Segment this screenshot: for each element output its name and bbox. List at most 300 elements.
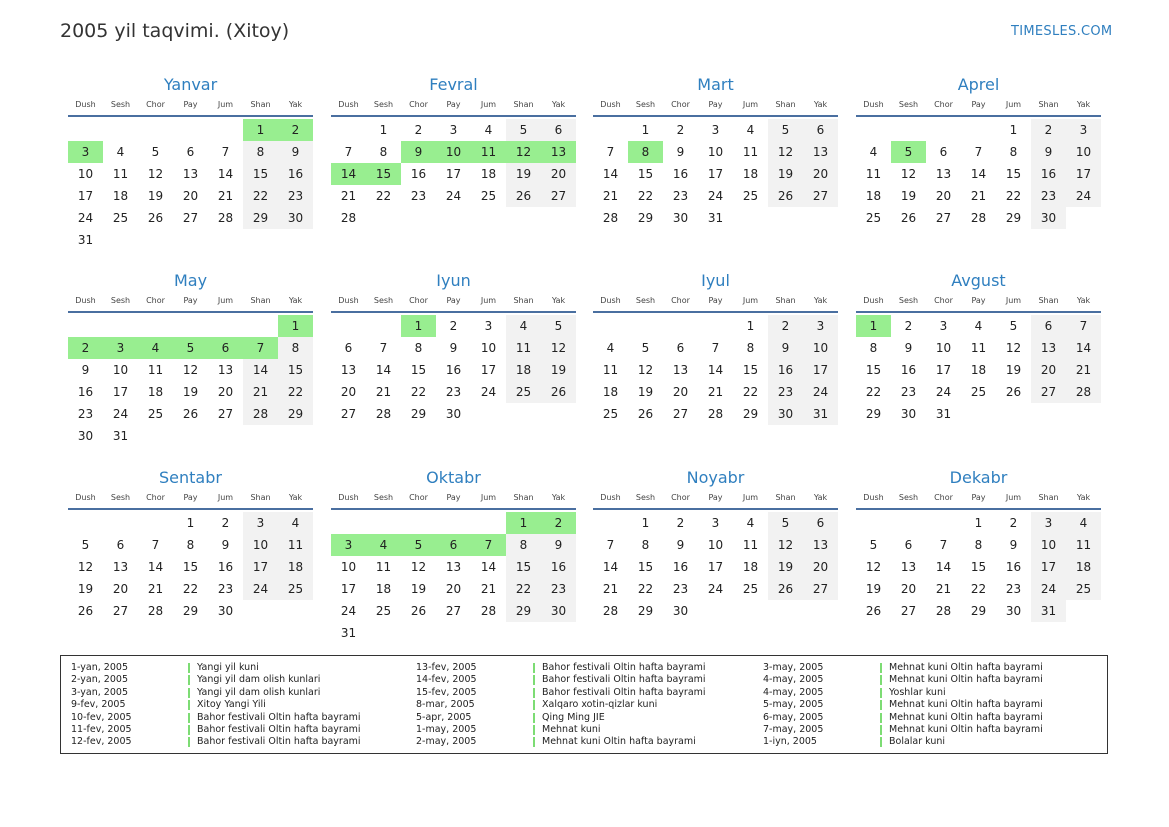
day-cell: 26 — [147, 211, 164, 225]
weekday-label: Yak — [288, 493, 303, 502]
month-name: Noyabr — [686, 468, 745, 487]
day-cell: 9 — [401, 141, 436, 163]
divider — [331, 115, 576, 117]
day-cell: 13 — [1031, 337, 1066, 359]
month-oktabr — [331, 468, 576, 644]
weekday-label: Yak — [1076, 100, 1091, 109]
empty-cell — [768, 600, 803, 622]
weekday-header — [68, 97, 313, 113]
day-cell: 13 — [340, 363, 357, 377]
day-cell: 27 — [1031, 381, 1066, 403]
weekday-label: Pay — [446, 493, 461, 502]
holiday-marker — [533, 675, 535, 685]
day-cell: 18 — [147, 385, 164, 399]
holiday-date: 4-may, 2005 — [763, 686, 824, 698]
day-cell: 25 — [742, 582, 759, 596]
holiday-marker — [880, 725, 882, 735]
day-cell: 18 — [375, 582, 392, 596]
empty-cell — [996, 403, 1031, 425]
day-cell: 7 — [243, 337, 278, 359]
holiday-date: 3-may, 2005 — [763, 662, 824, 673]
weekday-label: Chor — [671, 296, 690, 305]
day-cell: 11 — [602, 363, 619, 377]
day-cell: 10 — [935, 341, 952, 355]
empty-cell — [891, 119, 926, 141]
empty-cell — [471, 207, 506, 229]
day-cell: 30 — [672, 604, 689, 618]
day-cell: 3 — [484, 319, 493, 333]
day-cell: 11 — [278, 534, 313, 556]
day-cell: 16 — [278, 163, 313, 185]
empty-cell — [208, 315, 243, 337]
holiday-list — [60, 655, 1108, 754]
day-cell: 12 — [77, 560, 94, 574]
day-cell: 20 — [340, 385, 357, 399]
day-cell: 3 — [803, 315, 838, 337]
brand-link[interactable]: TIMESLES.COM — [1011, 24, 1113, 39]
weekday-label: Chor — [409, 493, 428, 502]
weekday-label: Sesh — [898, 100, 919, 109]
weekday-label: Dush — [75, 493, 96, 502]
empty-cell — [1031, 403, 1066, 425]
day-cell: 10 — [1066, 141, 1101, 163]
day-cell: 31 — [707, 211, 724, 225]
day-cell: 11 — [471, 141, 506, 163]
weekday-label: Jum — [1005, 296, 1022, 305]
day-cell: 29 — [182, 604, 199, 618]
day-cell: 14 — [1066, 337, 1101, 359]
empty-cell — [68, 315, 103, 337]
empty-cell — [856, 512, 891, 534]
holiday-name: Qing Ming JIE — [542, 711, 605, 723]
day-cell: 22 — [410, 385, 427, 399]
day-cell: 14 — [970, 167, 987, 181]
day-cell: 16 — [217, 560, 234, 574]
empty-cell — [331, 315, 366, 337]
day-cell: 26 — [865, 604, 882, 618]
empty-cell — [926, 119, 961, 141]
day-cell: 14 — [935, 560, 952, 574]
month-name: Mart — [697, 75, 734, 94]
month-iyul — [593, 271, 838, 425]
empty-cell — [471, 403, 506, 425]
day-cell: 1 — [506, 512, 541, 534]
holiday-name: Bahor festivali Oltin hafta bayrami — [542, 674, 706, 686]
day-cell: 23 — [672, 582, 689, 596]
weekday-label: Jum — [480, 100, 497, 109]
day-cell: 24 — [445, 189, 462, 203]
empty-cell — [593, 315, 628, 337]
empty-cell — [103, 512, 138, 534]
day-cell: 3 — [1066, 119, 1101, 141]
day-cell: 15 — [506, 556, 541, 578]
day-cell: 23 — [900, 385, 917, 399]
empty-cell — [733, 207, 768, 229]
day-cell: 5 — [506, 119, 541, 141]
empty-cell — [891, 512, 926, 534]
holiday-name: Bahor festivali Oltin hafta bayrami — [197, 723, 361, 735]
day-cell: 21 — [602, 582, 619, 596]
day-cell: 16 — [1031, 163, 1066, 185]
day-cell: 8 — [628, 141, 663, 163]
weekday-label: Pay — [971, 493, 986, 502]
day-cell: 1 — [856, 315, 891, 337]
month-iyun — [331, 271, 576, 425]
weekday-label: Shan — [513, 100, 534, 109]
day-cell: 28 — [375, 407, 392, 421]
day-cell: 19 — [900, 189, 917, 203]
day-cell: 21 — [970, 189, 987, 203]
day-cell: 1 — [746, 319, 755, 333]
weekday-label: Dush — [863, 296, 884, 305]
day-cell: 24 — [480, 385, 497, 399]
day-cell: 20 — [672, 385, 689, 399]
day-cell: 1 — [379, 123, 388, 137]
holiday-name: Yangi yil kuni — [197, 662, 259, 673]
day-cell: 25 — [742, 189, 759, 203]
day-cell: 27 — [112, 604, 129, 618]
empty-cell — [331, 512, 366, 534]
empty-cell — [961, 403, 996, 425]
day-cell: 3 — [1031, 512, 1066, 534]
day-cell: 25 — [480, 189, 497, 203]
month-sentabr — [68, 468, 313, 622]
empty-cell — [138, 315, 173, 337]
divider — [593, 508, 838, 510]
day-cell: 31 — [1031, 600, 1066, 622]
day-cell: 7 — [1066, 315, 1101, 337]
divider — [856, 311, 1101, 313]
day-cell: 9 — [676, 145, 685, 159]
day-cell: 13 — [217, 363, 234, 377]
day-cell: 19 — [768, 556, 803, 578]
day-cell: 21 — [480, 582, 497, 596]
month-noyabr — [593, 468, 838, 622]
day-cell: 9 — [676, 538, 685, 552]
day-grid — [68, 119, 313, 251]
day-cell: 6 — [904, 538, 913, 552]
day-cell: 23 — [672, 189, 689, 203]
day-cell: 23 — [217, 582, 234, 596]
day-cell: 19 — [1005, 363, 1022, 377]
weekday-label: Chor — [146, 296, 165, 305]
weekday-label: Dush — [600, 296, 621, 305]
empty-cell — [401, 512, 436, 534]
empty-cell — [768, 207, 803, 229]
day-cell: 12 — [410, 560, 427, 574]
day-cell: 20 — [182, 189, 199, 203]
day-cell: 25 — [375, 604, 392, 618]
empty-cell — [243, 600, 278, 622]
holiday-marker — [533, 713, 535, 723]
day-cell: 9 — [221, 538, 230, 552]
weekday-label: Jum — [480, 493, 497, 502]
weekday-label: Chor — [934, 296, 953, 305]
weekday-label: Dush — [75, 100, 96, 109]
day-cell: 2 — [676, 516, 685, 530]
day-cell: 27 — [217, 407, 234, 421]
day-cell: 7 — [606, 145, 615, 159]
day-cell: 8 — [379, 145, 388, 159]
day-cell: 30 — [445, 407, 462, 421]
day-cell: 11 — [147, 363, 164, 377]
holiday-marker — [188, 713, 190, 723]
empty-cell — [506, 207, 541, 229]
holiday-name: Mehnat kuni Oltin hafta bayrami — [889, 674, 1043, 686]
day-cell: 15 — [1005, 167, 1022, 181]
day-cell: 24 — [243, 578, 278, 600]
weekday-header — [593, 97, 838, 113]
day-cell: 28 — [243, 403, 278, 425]
day-cell: 8 — [186, 538, 195, 552]
day-cell: 6 — [344, 341, 353, 355]
empty-cell — [856, 119, 891, 141]
empty-cell — [436, 622, 471, 644]
day-cell: 9 — [541, 534, 576, 556]
day-cell: 10 — [436, 141, 471, 163]
day-cell: 25 — [112, 211, 129, 225]
day-cell: 21 — [1066, 359, 1101, 381]
day-cell: 22 — [278, 381, 313, 403]
empty-cell — [243, 229, 278, 251]
day-cell: 29 — [865, 407, 882, 421]
day-cell: 4 — [138, 337, 173, 359]
day-cell: 16 — [541, 556, 576, 578]
holiday-name: Xitoy Yangi Yili — [197, 699, 266, 711]
day-cell: 13 — [672, 363, 689, 377]
weekday-label: Jum — [217, 296, 234, 305]
day-cell: 3 — [711, 516, 720, 530]
weekday-label: Pay — [971, 100, 986, 109]
day-cell: 2 — [768, 315, 803, 337]
holiday-name: Xalqaro xotin-qizlar kuni — [542, 699, 658, 711]
day-cell: 4 — [484, 123, 493, 137]
empty-cell — [698, 315, 733, 337]
empty-cell — [663, 315, 698, 337]
empty-cell — [173, 229, 208, 251]
weekday-header — [331, 97, 576, 113]
day-cell: 5 — [891, 141, 926, 163]
holiday-name: Yoshlar kuni — [889, 686, 946, 698]
day-cell: 25 — [1066, 578, 1101, 600]
divider — [856, 508, 1101, 510]
holiday-name: Bahor festivali Oltin hafta bayrami — [197, 736, 361, 748]
day-cell: 13 — [541, 141, 576, 163]
day-cell: 26 — [506, 185, 541, 207]
day-cell: 11 — [742, 538, 759, 552]
weekday-label: Shan — [513, 296, 534, 305]
empty-cell — [593, 119, 628, 141]
weekday-label: Chor — [671, 100, 690, 109]
day-cell: 25 — [970, 385, 987, 399]
day-cell: 31 — [77, 233, 94, 247]
weekday-label: Yak — [813, 296, 828, 305]
day-cell: 23 — [410, 189, 427, 203]
day-cell: 9 — [904, 341, 913, 355]
day-cell: 3 — [68, 141, 103, 163]
day-cell: 14 — [707, 363, 724, 377]
day-cell: 23 — [445, 385, 462, 399]
month-name: Yanvar — [163, 75, 218, 94]
weekday-label: Chor — [409, 100, 428, 109]
day-cell: 18 — [970, 363, 987, 377]
empty-cell — [593, 512, 628, 534]
day-cell: 1 — [401, 315, 436, 337]
day-cell: 16 — [672, 167, 689, 181]
day-cell: 2 — [68, 337, 103, 359]
day-cell: 2 — [221, 516, 230, 530]
day-cell: 17 — [112, 385, 129, 399]
month-name: Oktabr — [426, 468, 481, 487]
weekday-label: Yak — [288, 100, 303, 109]
day-cell: 7 — [379, 341, 388, 355]
divider — [593, 115, 838, 117]
day-cell: 20 — [803, 163, 838, 185]
day-cell: 18 — [742, 167, 759, 181]
weekday-label: Shan — [1038, 296, 1059, 305]
weekday-label: Jum — [742, 100, 759, 109]
day-grid — [331, 315, 576, 425]
day-cell: 26 — [900, 211, 917, 225]
month-may — [68, 271, 313, 447]
day-cell: 18 — [1066, 556, 1101, 578]
divider — [593, 311, 838, 313]
month-dekabr — [856, 468, 1101, 622]
holiday-date: 2-may, 2005 — [416, 736, 477, 748]
day-cell: 28 — [217, 211, 234, 225]
empty-cell — [68, 119, 103, 141]
day-cell: 26 — [1005, 385, 1022, 399]
weekday-label: Dush — [600, 100, 621, 109]
weekday-label: Chor — [671, 493, 690, 502]
weekday-label: Yak — [551, 493, 566, 502]
divider — [68, 115, 313, 117]
day-cell: 7 — [221, 145, 230, 159]
empty-cell — [471, 622, 506, 644]
day-cell: 28 — [707, 407, 724, 421]
weekday-label: Dush — [863, 100, 884, 109]
day-cell: 13 — [803, 141, 838, 163]
day-cell: 5 — [151, 145, 160, 159]
day-cell: 11 — [865, 167, 882, 181]
day-cell: 26 — [637, 407, 654, 421]
day-cell: 13 — [803, 534, 838, 556]
day-cell: 8 — [869, 341, 878, 355]
day-grid — [593, 119, 838, 229]
day-cell: 25 — [506, 381, 541, 403]
day-cell: 19 — [506, 163, 541, 185]
day-cell: 27 — [445, 604, 462, 618]
day-cell: 28 — [1066, 381, 1101, 403]
day-cell: 14 — [147, 560, 164, 574]
holiday-date: 13-fev, 2005 — [416, 662, 477, 673]
day-cell: 12 — [541, 337, 576, 359]
day-cell: 14 — [602, 560, 619, 574]
day-cell: 13 — [445, 560, 462, 574]
empty-cell — [278, 425, 313, 447]
day-cell: 19 — [637, 385, 654, 399]
empty-cell — [366, 315, 401, 337]
weekday-label: Pay — [183, 100, 198, 109]
weekday-label: Jum — [480, 296, 497, 305]
day-cell: 3 — [449, 123, 458, 137]
holiday-date: 15-fev, 2005 — [416, 686, 477, 698]
day-cell: 21 — [243, 381, 278, 403]
day-cell: 3 — [711, 123, 720, 137]
day-cell: 6 — [541, 119, 576, 141]
weekday-label: Chor — [934, 493, 953, 502]
weekday-label: Dush — [338, 493, 359, 502]
day-cell: 29 — [637, 211, 654, 225]
empty-cell — [401, 622, 436, 644]
empty-cell — [961, 119, 996, 141]
weekday-label: Sesh — [898, 493, 919, 502]
day-cell: 17 — [803, 359, 838, 381]
day-cell: 5 — [641, 341, 650, 355]
day-cell: 21 — [375, 385, 392, 399]
day-cell: 6 — [186, 145, 195, 159]
day-cell: 28 — [340, 211, 357, 225]
day-cell: 28 — [147, 604, 164, 618]
day-cell: 1 — [641, 516, 650, 530]
day-cell: 1 — [641, 123, 650, 137]
day-cell: 30 — [900, 407, 917, 421]
holiday-name: Bahor festivali Oltin hafta bayrami — [197, 711, 361, 723]
day-cell: 12 — [147, 167, 164, 181]
day-cell: 18 — [278, 556, 313, 578]
day-cell: 7 — [344, 145, 353, 159]
day-cell: 19 — [77, 582, 94, 596]
month-name: Fevral — [429, 75, 478, 94]
day-cell: 28 — [602, 211, 619, 225]
day-cell: 19 — [147, 189, 164, 203]
day-cell: 29 — [410, 407, 427, 421]
holiday-name: Bahor festivali Oltin hafta bayrami — [542, 662, 706, 673]
weekday-label: Pay — [971, 296, 986, 305]
day-cell: 8 — [506, 534, 541, 556]
day-cell: 31 — [112, 429, 129, 443]
day-cell: 20 — [803, 556, 838, 578]
holiday-marker — [533, 688, 535, 698]
day-cell: 27 — [182, 211, 199, 225]
day-cell: 12 — [182, 363, 199, 377]
day-cell: 4 — [116, 145, 125, 159]
day-cell: 30 — [278, 207, 313, 229]
day-cell: 29 — [243, 207, 278, 229]
weekday-label: Jum — [1005, 493, 1022, 502]
day-cell: 25 — [865, 211, 882, 225]
day-cell: 17 — [707, 167, 724, 181]
month-name: Aprel — [957, 75, 1000, 94]
day-cell: 23 — [1005, 582, 1022, 596]
day-cell: 15 — [970, 560, 987, 574]
holiday-name: Yangi yil dam olish kunlari — [197, 674, 321, 686]
day-cell: 27 — [340, 407, 357, 421]
day-cell: 24 — [707, 582, 724, 596]
month-name: Dekabr — [949, 468, 1008, 487]
holiday-name: Mehnat kuni Oltin hafta bayrami — [889, 662, 1043, 673]
holiday-date: 1-may, 2005 — [416, 723, 477, 735]
weekday-label: Shan — [250, 493, 271, 502]
weekday-label: Chor — [146, 493, 165, 502]
holiday-marker — [533, 663, 535, 673]
day-cell: 10 — [480, 341, 497, 355]
holiday-name: Mehnat kuni Oltin hafta bayrami — [542, 736, 696, 748]
day-cell: 5 — [869, 538, 878, 552]
day-cell: 20 — [900, 582, 917, 596]
day-cell: 3 — [243, 512, 278, 534]
day-cell: 16 — [1005, 560, 1022, 574]
